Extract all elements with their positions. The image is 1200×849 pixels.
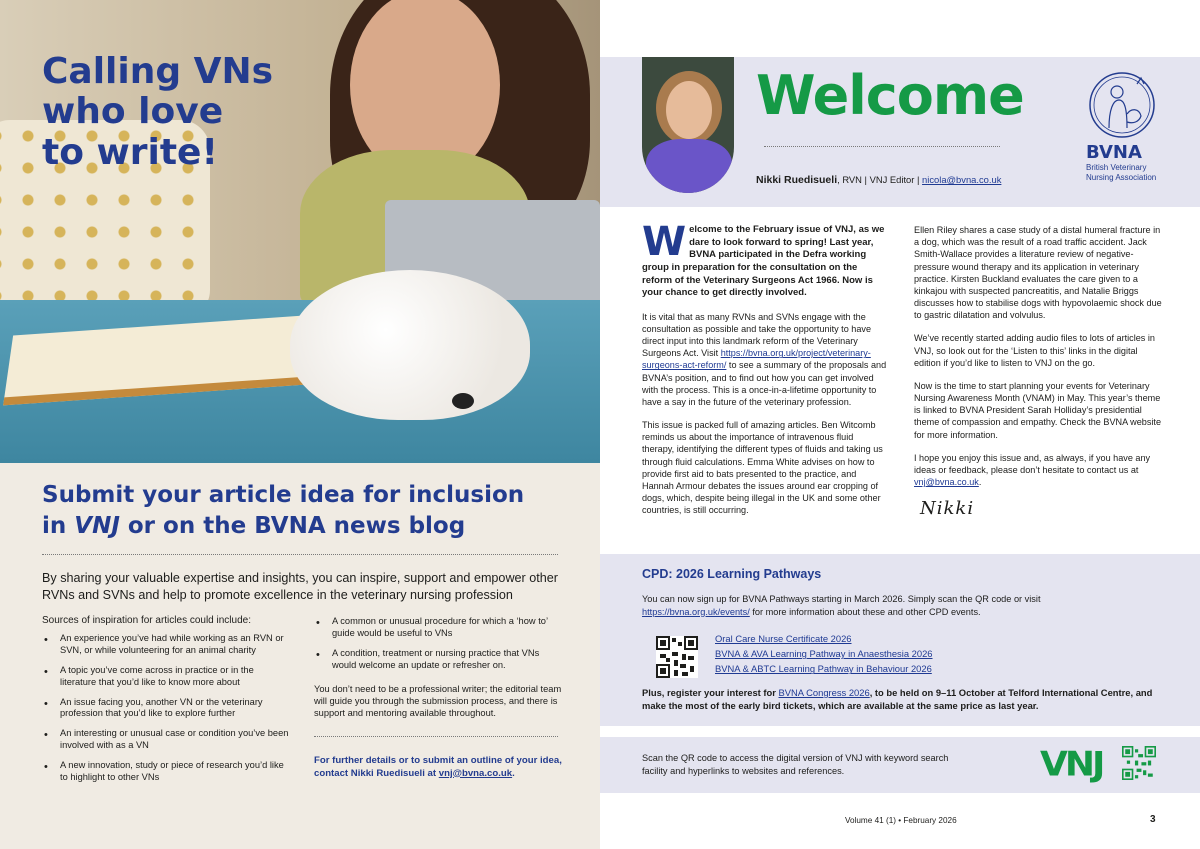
logo-wordmark: BVNA — [1086, 142, 1142, 163]
no-writer-text: You don’t need to be a professional writer; the editorial team will guide you through the submission process, and there is support and mentoring available throughout. — [314, 684, 562, 719]
editor-signature: Nikki — [920, 498, 975, 520]
digital-edition-qr-code-icon[interactable] — [1122, 746, 1156, 780]
lead-paragraph: Welcome to the February issue of VNJ, as we dare to look forward to spring! Last year, BVNA participated in the Defra working group in preparation for the consultation on the reform of the Veterinary Surgeons Act 1966. Now is your chance to get directly involved. — [642, 219, 885, 299]
congress-text: Plus, register your interest for BVNA Congress 2026, to be held on 9–11 October at Telford International Centre, and make the most of the early bird tickets, which are available at the same price as last year. — [642, 687, 1153, 711]
list-item: • An issue facing you, another VN or the veterinary profession that you’d like to explore further — [42, 697, 292, 721]
headline: Calling VNs who love to write! — [42, 51, 274, 173]
cpd-links-list — [715, 631, 933, 677]
sources-label: Sources of inspiration for articles could include: — [42, 615, 251, 626]
list-item: • An experience you’ve had while working as an RVN or SVN, or while volunteering for an animal charity — [42, 633, 292, 657]
bvna-crest-icon — [1087, 70, 1157, 140]
page-number: 3 — [1150, 814, 1156, 825]
divider — [42, 554, 558, 555]
cpd-link-anaesthesia[interactable]: BVNA & AVA Learning Pathway in Anaesthesia 2026 — [715, 648, 933, 660]
list-item: • A condition, treatment or nursing practice that VNs would welcome an update or refresher on. — [314, 648, 562, 672]
list-item: • An interesting or unusual case or condition you’ve been involved with as a VN — [42, 728, 292, 752]
contact-text: For further details or to submit an outline of your idea, contact Nikki Ruedisueli at vnj@bvna.co.uk. — [314, 755, 562, 779]
page-title: Welcome — [756, 64, 1024, 127]
article-column-2 — [914, 224, 1164, 521]
footer-issue-info: Volume 41 (1) • February 2026 — [845, 816, 957, 825]
list-item: • A new innovation, study or piece of research you’d like to highlight to other VNs — [42, 760, 292, 784]
congress-link[interactable]: BVNA Congress 2026 — [778, 687, 870, 698]
right-page — [600, 0, 1200, 849]
drop-cap: W — [642, 219, 687, 265]
paragraph: I hope you enjoy this issue and, as always, if you have any ideas or feedback, please don’t hesitate to contact us at vnj@bvna.co.uk. — [914, 452, 1151, 488]
cpd-link-oral-care[interactable]: Oral Care Nurse Certificate 2026 — [715, 633, 852, 644]
paragraph: Now is the time to start planning your events for Veterinary Nursing Awareness Month (VNAM) in May. This year’s theme is linked to BVNA President Sarah Holliday’s presidential theme of compassion and empathy. Check the BVNA website for more information. — [914, 380, 1162, 440]
vsa-reform-link[interactable]: https://bvna.org.uk/project/veterinary-surgeons-act-reform/ — [642, 348, 871, 371]
divider — [314, 736, 558, 737]
list-item: • A common or unusual procedure for which a ‘how to’ guide would be useful to VNs — [314, 616, 562, 640]
intro-text: By sharing your valuable expertise and insights, you can inspire, support and empower other RVNs and SVNs and help to promote excellence in the veterinary nursing profession — [42, 571, 558, 602]
cpd-title: CPD: 2026 Learning Pathways — [642, 567, 822, 581]
paragraph: We’ve recently started adding audio files to lots of articles in VNJ, so look out for the ‘Listen to this’ links in the digital edition if you’d like to listen to VNJ on the go. — [914, 333, 1155, 368]
scan-text: Scan the QR code to access the digital version of VNJ with keyword search facility and hyperlinks to websites and references. — [642, 753, 949, 776]
sources-list-1 — [42, 633, 292, 792]
cpd-link-behaviour[interactable]: BVNA & ABTC Learning Pathway in Behaviour 2026 — [715, 663, 932, 675]
events-qr-code-icon[interactable] — [656, 636, 698, 678]
paragraph: This issue is packed full of amazing articles. Ben Witcomb reminds us about the importance of intravenous fluid therapy, identifying the different types of fluids and taking us through fluid calculations. Emma White advises on how to provide first aid to bats presented to the practice, and Hannah Armour debates the issues around ear cropping of dogs, which, despite being illegal in the UK and some other countries, is still occurring. — [642, 420, 883, 516]
editor-email-link[interactable]: nicola@bvna.co.uk — [922, 174, 1002, 185]
vnj-logo: VNJ — [1040, 745, 1103, 784]
vnj-email-link[interactable]: vnj@bvna.co.uk — [914, 477, 979, 488]
bvna-logo — [1082, 70, 1162, 182]
article-column-1 — [642, 219, 887, 528]
paragraph: It is vital that as many RVNs and SVNs engage with the consultation as possible and take the opportunity to have direct input into this landmark reform of the Veterinary Surgeons Act. Visit https://bvna.org.uk/project/veterinary-surgeons-act-reform/ to see a summary of the proposals and BVNA’s position, and to find out how you can get involved with the process. This is a once-in-a-lifetime opportunity to have a say in the future of the veterinary profession. — [642, 311, 887, 407]
events-link[interactable]: https://bvna.org.uk/events/ — [642, 606, 750, 617]
list-item: • A topic you’ve come across in practice or in the literature that you’d like to know more about — [42, 665, 292, 689]
contact-email-link[interactable]: vnj@bvna.co.uk — [438, 767, 513, 779]
logo-subtitle: British Veterinary Nursing Association — [1086, 163, 1157, 182]
paragraph: Ellen Riley shares a case study of a distal humeral fracture in a dog, which was the result of a road traffic accident. Jack Smith-Wallace provides a literature review of negative-pressure wound therapy and its application in veterinary practice. Kirsten Buckland evaluates the care given to a kinkajou with suspected pancreatitis, and Natalie Briggs discusses how to stabilise dogs with hypovolaemic shock due to gastric dilatation and volvulus. — [914, 225, 1162, 321]
submit-title: Submit your article idea for inclusion in VNJ or on the BVNA news blog — [42, 482, 525, 540]
editor-portrait — [642, 57, 734, 193]
cpd-text: You can now sign up for BVNA Pathways starting in March 2026. Simply scan the QR code or visit https://bvna.org.uk/events/ for more information about these and other CPD events. — [642, 594, 1041, 617]
byline: Nikki Ruedisueli, RVN | VNJ Editor | nicola@bvna.co.uk — [756, 174, 1002, 186]
divider — [764, 146, 1000, 147]
sources-list-2 — [314, 616, 562, 680]
